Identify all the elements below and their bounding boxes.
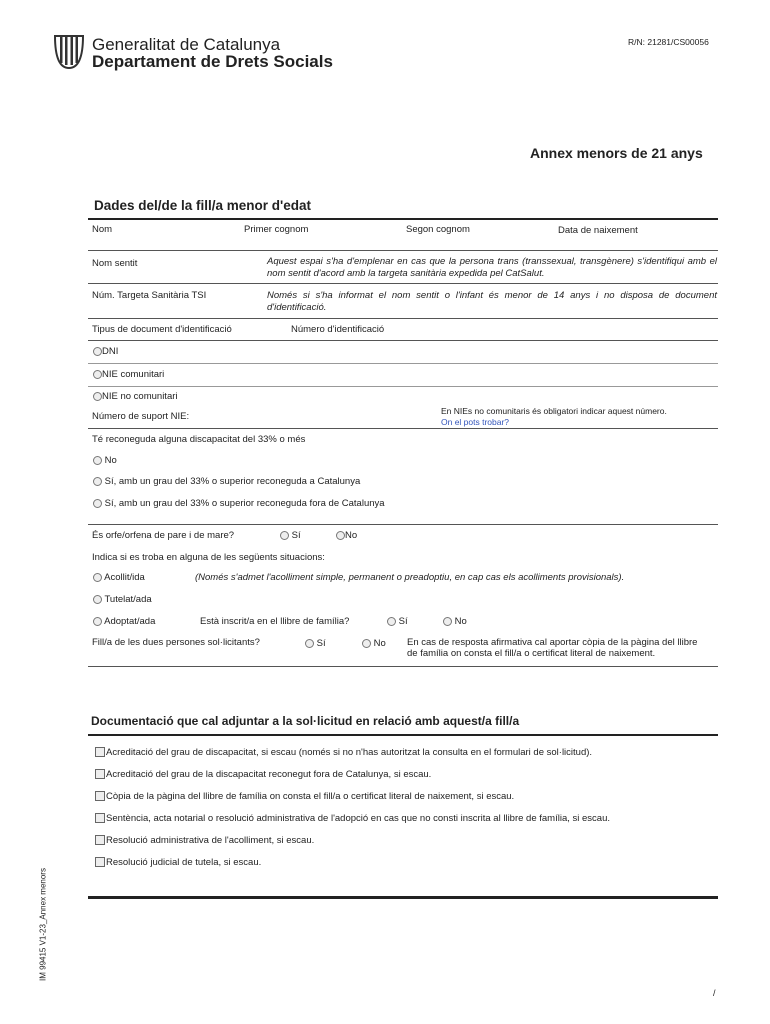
radio-adoptat[interactable]: Adoptat/ada (93, 616, 155, 627)
discapacitat-question: Té reconeguda alguna discapacitat del 33% o més (92, 434, 306, 445)
inscrit-question: Està inscrit/a en el llibre de família? (200, 616, 350, 627)
tipus-document-label: Tipus de document d'identificació (92, 324, 232, 335)
nom-sentit-label: Nom sentit (92, 258, 138, 269)
nom-label: Nom (92, 224, 113, 235)
checkbox-icon (95, 791, 105, 801)
radio-icon (93, 499, 102, 508)
checkbox-item[interactable]: Resolució judicial de tutela, si escau. (95, 857, 261, 868)
situacions-question: Indica si es troba en alguna de les següents situacions: (92, 552, 325, 563)
radio-inscrit-si[interactable]: Sí (387, 616, 408, 627)
divider (88, 340, 718, 341)
radio-tutelat[interactable]: Tutelat/ada (93, 594, 152, 605)
checkbox-item[interactable]: Resolució administrativa de l'acolliment, si escau. (95, 835, 314, 846)
radio-discapacitat-catalunya[interactable]: Sí, amb un grau del 33% o superior reconeguda a Catalunya (93, 476, 360, 487)
fill-note: En cas de resposta afirmativa cal aportar còpia de la pàgina del llibre de família on consta el fill/a o certificat literal de naixement. (407, 637, 698, 659)
reference-number: R/N: 21281/CS00056 (628, 37, 709, 47)
nie-note: En NIEs no comunitaris és obligatori indicar aquest número. (441, 406, 667, 416)
radio-acollit[interactable]: Acollit/ida (93, 572, 145, 583)
radio-discapacitat-fora[interactable]: Sí, amb un grau del 33% o superior reconeguda fora de Catalunya (93, 498, 385, 509)
radio-icon (280, 531, 289, 540)
radio-dni[interactable]: DNI (93, 346, 118, 357)
acollit-note: (Només s'admet l'acolliment simple, permanent o preadoptiu, en cap cas els acolliments provisionals). (195, 572, 625, 583)
targeta-sanitaria-label: Núm. Targeta Sanitària TSI (92, 290, 207, 301)
radio-icon (362, 639, 371, 648)
nom-sentit-note: Aquest espai s'ha d'emplenar en cas que la persona trans (transsexual, transgènere) s'identifiqui amb el nom sentit d'acord amb la targeta sanitària expedida pel CatSalut. (267, 256, 717, 279)
radio-icon (93, 456, 102, 465)
divider (88, 363, 718, 364)
radio-icon (93, 617, 102, 626)
segon-cognom-label: Segon cognom (406, 224, 470, 235)
section-title-child-data: Dades del/de la fill/a menor d'edat (94, 198, 312, 213)
radio-icon (93, 477, 102, 486)
checkbox-icon (95, 857, 105, 867)
org-name: Generalitat de Catalunya (92, 35, 281, 54)
radio-nie-comunitari[interactable]: NIE comunitari (93, 369, 164, 380)
page-number: / (713, 988, 716, 998)
radio-nie-no-comunitari[interactable]: NIE no comunitari (93, 391, 178, 402)
divider (88, 386, 718, 387)
checkbox-item[interactable]: Sentència, acta notarial o resolució administrativa de l'adopció en cas que no consti inscrita al llibre de família, si escau. (95, 813, 610, 824)
document-title: Annex menors de 21 anys (530, 145, 703, 161)
radio-inscrit-no[interactable]: No (443, 616, 467, 627)
targeta-note: Només si s'ha informat el nom sentit o l'infant és menor de 14 anys i no disposa de document d'identificació. (267, 290, 717, 313)
data-naixement-label: Data de naixement (558, 225, 638, 236)
divider (88, 666, 718, 667)
side-document-code: IM 99415 V1-23_Annex menors (38, 868, 48, 981)
divider (88, 218, 718, 220)
radio-orfe-no[interactable]: No (336, 530, 357, 541)
section-title-documentation: Documentació que cal adjuntar a la sol·licitud en relació amb aquest/a fill/a (91, 714, 520, 728)
checkbox-item[interactable]: Acreditació del grau de la discapacitat reconegut fora de Catalunya, si escau. (95, 769, 431, 780)
divider (88, 734, 718, 736)
divider (88, 524, 718, 525)
radio-icon (93, 370, 102, 379)
divider (88, 896, 718, 899)
divider (88, 250, 718, 251)
radio-discapacitat-no[interactable]: No (93, 455, 117, 466)
department-name: Departament de Drets Socials (92, 52, 333, 71)
radio-icon (305, 639, 314, 648)
radio-icon (336, 531, 345, 540)
fill-question: Fill/a de les dues persones sol·licitants? (92, 637, 260, 648)
numero-suport-label: Número de suport NIE: (92, 411, 190, 422)
divider (88, 428, 718, 429)
generalitat-logo-icon (52, 32, 86, 70)
checkbox-icon (95, 769, 105, 779)
radio-orfe-si[interactable]: Sí (280, 530, 301, 541)
divider (88, 283, 718, 284)
radio-icon (93, 573, 102, 582)
radio-icon (93, 347, 102, 356)
checkbox-item[interactable]: Còpia de la pàgina del llibre de família on consta el fill/a o certificat literal de naixement, si escau. (95, 791, 514, 802)
radio-icon (93, 392, 102, 401)
checkbox-icon (95, 747, 105, 757)
radio-icon (93, 595, 102, 604)
primer-cognom-label: Primer cognom (244, 224, 309, 235)
radio-icon (387, 617, 396, 626)
numero-identificacio-label: Número d'identificació (291, 324, 385, 335)
checkbox-icon (95, 813, 105, 823)
radio-fill-si[interactable]: Sí (305, 638, 326, 649)
nie-help-link[interactable]: On el pots trobar? (441, 417, 510, 427)
divider (88, 318, 718, 319)
orfe-question: És orfe/orfena de pare i de mare? (92, 530, 235, 541)
checkbox-icon (95, 835, 105, 845)
checkbox-item[interactable]: Acreditació del grau de discapacitat, si escau (només si no n'has autoritzat la consulta en el formulari de sol·licitud). (95, 747, 592, 758)
radio-icon (443, 617, 452, 626)
radio-fill-no[interactable]: No (362, 638, 386, 649)
